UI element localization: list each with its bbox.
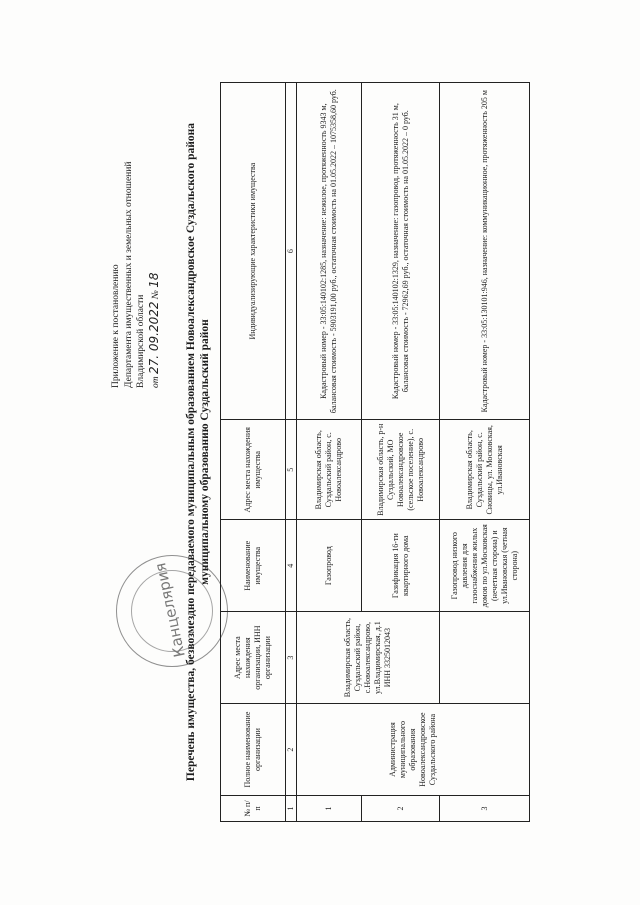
date-prefix: от [150, 376, 161, 388]
property-name-cell: Газопровод низкого давления для газоснабжения жилых домов по ул.Московская (нечетная сторона) и ул.Ивановская (четная сторона) [440, 520, 530, 612]
header-number: № п/п [221, 796, 286, 822]
org-inn: ИНН 3325012043 [383, 627, 392, 688]
property-name-cell: Газификация 16-ти квартирного дома [362, 520, 440, 612]
column-number: 3 [286, 612, 297, 704]
column-number: 6 [286, 83, 297, 420]
rotated-content [110, 82, 540, 822]
column-number: 2 [286, 704, 297, 796]
appendix-line-1: Приложение к постановлению [111, 264, 121, 388]
property-table [220, 82, 530, 822]
header-org-name: Полное наименование организации [221, 704, 286, 796]
column-number: 4 [286, 520, 297, 612]
property-address-cell: Владимирская область, Суздальский район, с. Новоалександрово [297, 420, 362, 520]
title-line-2: муниципальному образованию Суздальский район [199, 319, 211, 585]
number-label: № [150, 290, 161, 300]
header-org-address: Адрес места нахождения организации, ИНН организации [221, 612, 286, 704]
property-address-cell: Владимирская область, Суздальский район, с. Сновицы, ул. Московская, ул.Ивановская [440, 420, 530, 520]
row-number: 3 [440, 796, 530, 822]
header-property-address: Адрес места нахождения имущества [221, 420, 286, 520]
org-name-cell: Администрация муниципального образования Новоалександровское Суздальского района [297, 704, 530, 796]
empty-cell [440, 612, 530, 704]
stamp-text: Канцелярия [151, 561, 189, 659]
appendix-line-2: Департамента имущественных и земельных отношений [123, 161, 134, 388]
document-title [184, 82, 212, 822]
appendix-header [110, 88, 162, 388]
row-number: 1 [297, 796, 362, 822]
handwritten-number: 18 [146, 272, 161, 288]
column-number: 1 [286, 796, 297, 822]
org-address-cell [297, 612, 440, 704]
column-number: 5 [286, 420, 297, 520]
header-property-name: Наименование имущества [221, 520, 286, 612]
org-address: Владимирская область, Суздальский район, с.Новоалександрово, ул.Владимирская, д.1 [343, 618, 382, 698]
row-number: 2 [362, 796, 440, 822]
property-address-cell: Владимирская область, р-н Суздальский, МО Новоалександровское (сельское поселение), с. Новоалександрово [362, 420, 440, 520]
title-line-1: Перечень имущества, безвозмездно передаваемого муниципальным образованием Новоалександровское Суздальского района [185, 122, 197, 782]
property-characteristics-cell: Кадастровый номер - 33:05:140102:1329, назначение: газопровод, протяженность 31 м, балансовая стоимость - 72962,69 руб., остаточная стоимость на 01.05.2022 – 0 руб. [362, 83, 440, 420]
property-name-cell: Газопровод [297, 520, 362, 612]
appendix-line-3: Владимирской области [136, 294, 146, 388]
property-characteristics-cell: Кадастровый номер - 33:05:130101:946, назначение: коммуникационное, протяженность 205 м [440, 83, 530, 420]
appendix-date-line [148, 88, 163, 388]
handwritten-date: 27. 09.2022 [146, 301, 161, 374]
header-characteristics: Индивидуализирующие характеристики имущества [221, 83, 286, 420]
property-characteristics-cell: Кадастровый номер - 33:05:140102:1285, назначение: нежилое, протяженность 9343 м, балансовая стоимость - 5903191,00 руб., остаточная стоимость на 01.05.2022 – 1075358,60 руб. [297, 83, 362, 420]
